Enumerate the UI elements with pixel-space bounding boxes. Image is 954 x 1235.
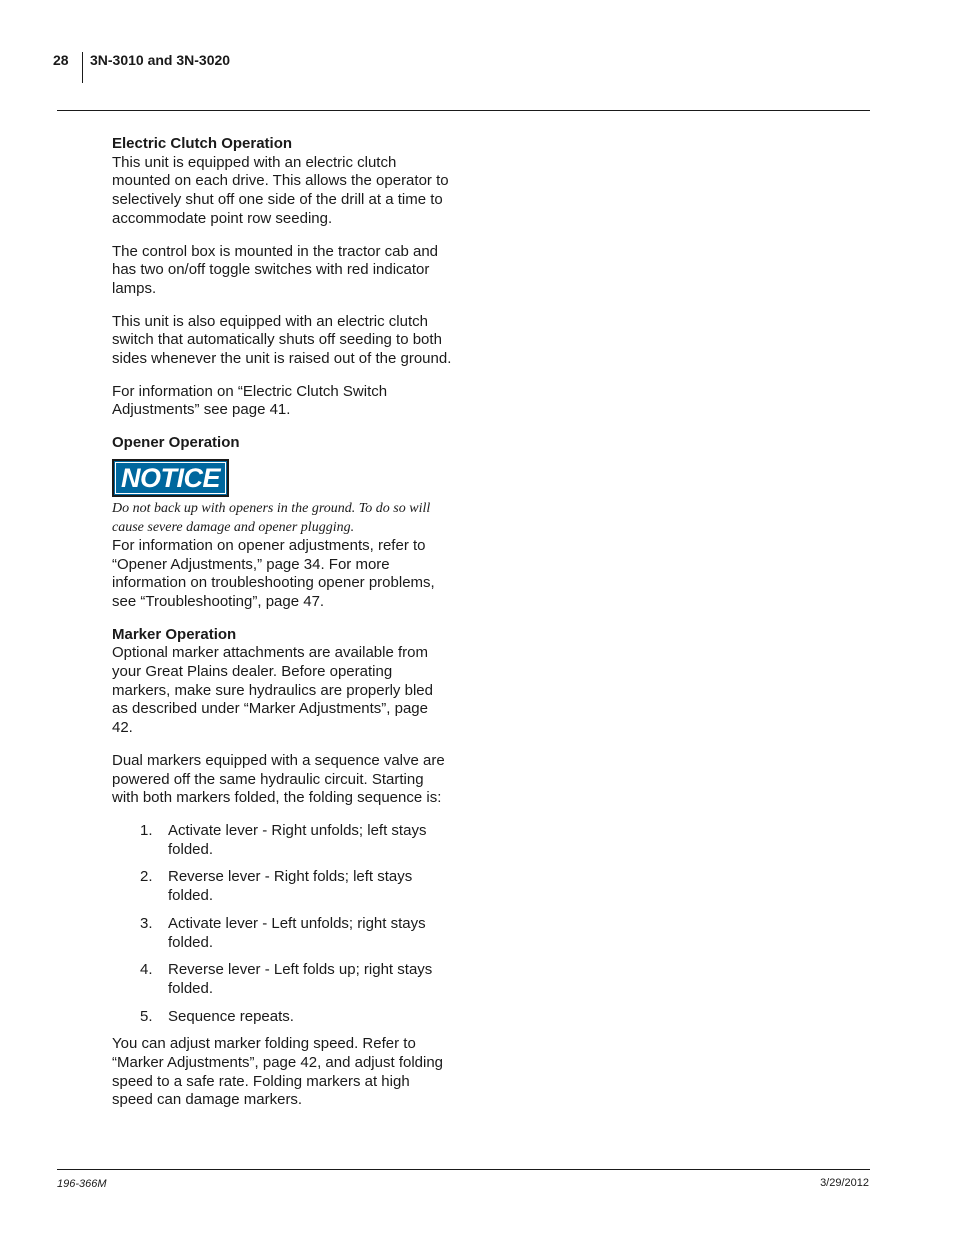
notice-label: NOTICE	[115, 462, 226, 494]
clutch-heading: Electric Clutch Operation	[112, 135, 293, 152]
notice-badge	[112, 459, 229, 497]
page-number: 28	[53, 52, 69, 68]
list-item	[140, 915, 452, 952]
bottom-rule	[57, 1169, 870, 1170]
opener-heading: Opener Operation	[112, 434, 240, 452]
top-rule	[57, 110, 870, 111]
step-text: Activate lever - Right unfolds; left stays folded.	[168, 821, 427, 858]
step-number: 5.	[140, 1007, 153, 1025]
list-item	[140, 961, 452, 998]
list-item	[140, 1008, 452, 1027]
list-item	[140, 822, 452, 859]
folding-sequence-list	[140, 822, 452, 1026]
clutch-paragraph-3: This unit is also equipped with an electric clutch switch that automatically shuts off seeding to both sides whenever the unit is raised out of the ground.	[112, 312, 452, 368]
header-divider	[82, 52, 83, 83]
marker-heading: Marker Operation	[112, 625, 237, 643]
notice-text: Do not back up with openers in the ground. To do so will cause severe damage and opener plugging.	[112, 500, 431, 535]
clutch-paragraph-1: This unit is equipped with an electric clutch mounted on each drive. This allows the operator to selectively shut off one side of the drill at a time to accommodate point row seeding.	[112, 153, 449, 227]
step-text: Sequence repeats.	[168, 1007, 294, 1025]
step-text: Reverse lever - Left folds up; right stays folded.	[168, 961, 433, 997]
marker-paragraph-2: Dual markers equipped with a sequence valve are powered off the same hydraulic circuit. Starting with both markers folded, the folding sequence is:	[112, 751, 445, 807]
step-text: Activate lever - Left unfolds; right stays folded.	[168, 914, 426, 951]
document-title: 3N-3010 and 3N-3020	[90, 52, 231, 68]
footer-date: 3/29/2012	[820, 1177, 869, 1189]
clutch-paragraph-2: The control box is mounted in the tractor cab and has two on/off toggle switches with red indicator lamps.	[112, 242, 439, 297]
clutch-paragraph-4: For information on “Electric Clutch Switch Adjustments” see page 41.	[112, 382, 388, 419]
step-text: Reverse lever - Right folds; left stays folded.	[168, 868, 413, 905]
footer-doc-number: 196-366M	[57, 1178, 107, 1190]
step-number: 3.	[140, 914, 153, 932]
list-item	[140, 868, 452, 905]
step-number: 4.	[140, 961, 153, 979]
opener-paragraph-1: For information on opener adjustments, refer to “Opener Adjustments,” page 34. For more information on troubleshooting opener problems, see “Troubleshooting”, page 47.	[112, 536, 435, 610]
marker-paragraph-3: You can adjust marker folding speed. Refer to “Marker Adjustments”, page 42, and adjust folding speed to a safe rate. Folding markers at high speed can damage markers.	[112, 1035, 444, 1109]
step-number: 2.	[140, 868, 153, 886]
marker-paragraph-1: Optional marker attachments are available from your Great Plains dealer. Before operating markers, make sure hydraulics are properly bled as described under “Marker Adjustments”, page 42.	[112, 644, 433, 737]
content-column	[112, 135, 452, 1124]
step-number: 1.	[140, 821, 153, 839]
